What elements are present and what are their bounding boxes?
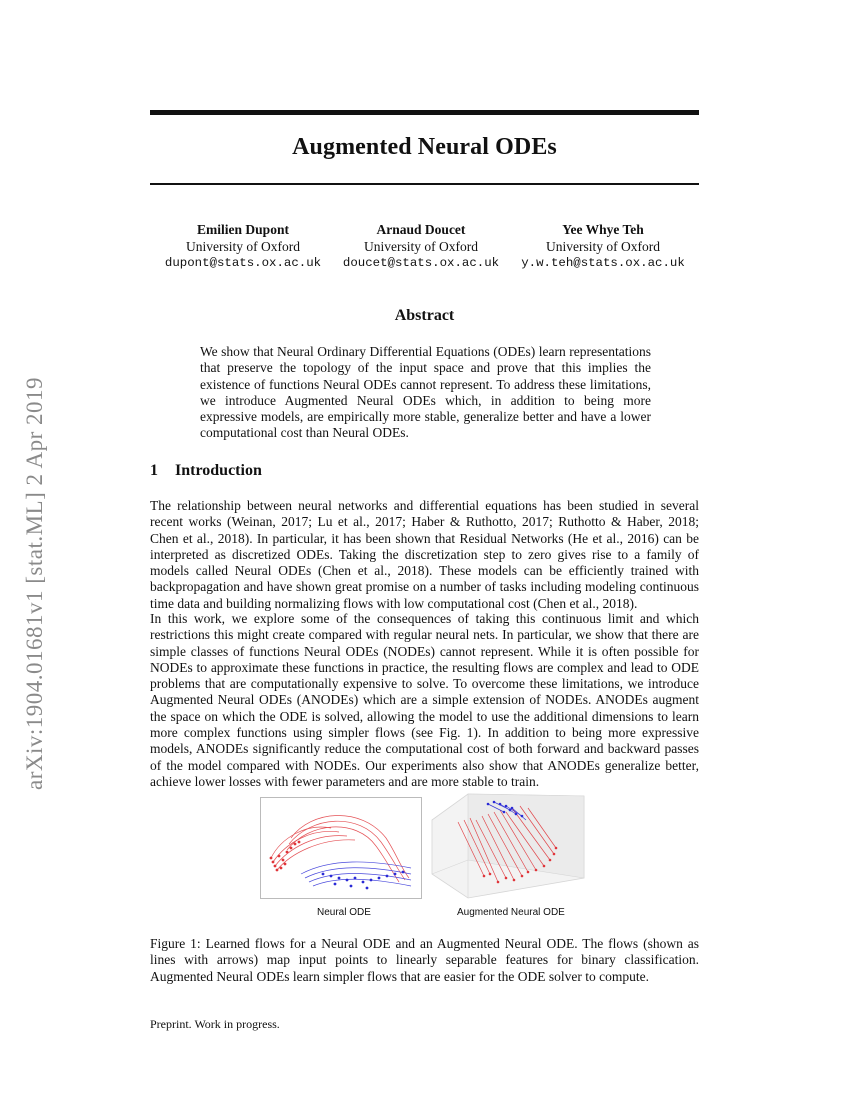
author-name: Yee Whye Teh <box>562 222 644 237</box>
author-affiliation: University of Oxford <box>546 239 660 254</box>
figure-1-caption: Figure 1: Learned flows for a Neural ODE and an Augmented Neural ODE. The flows (shown as lines with arrows) map input points to linearly separable features for binary classification. Augmented Neural ODEs learn simpler flows that are easier for the ODE solver to compute. <box>150 936 699 984</box>
author-name: Arnaud Doucet <box>376 222 466 237</box>
intro-paragraph-2: In this work, we explore some of the consequences of taking this continuous limit and which restrictions this might create compared with regular neural nets. In particular, we show that there are simple classes of functions Neural ODEs (NODEs) cannot represent. While it is often possible for NODEs to approximate these functions in practice, the resulting flows are complex and lead to ODE problems that are computationally expensive to solve. To overcome these limitations, we introduce Augmented Neural ODEs (ANODEs) which are a simple extension of NODEs. ANODEs augment the space on which the ODE is solved, allowing the model to use the additional dimensions to learn more complex functions using simpler flows (see Fig. 1). In addition to being more expressive models, ANODEs significantly reduce the computational cost of both forward and backward passes of the model compared with NODEs. Our experiments also show that ANODEs generalize better, achieve lower losses with fewer parameters and are more stable to train. <box>150 611 699 789</box>
author-email: dupont@stats.ox.ac.uk <box>164 256 322 270</box>
abstract-text: We show that Neural Ordinary Differential Equations (ODEs) learn representations that preserve the topology of the input space and prove that this implies the existence of functions Neural ODEs cannot represent. To address these limitations, we introduce Augmented Neural ODEs which, in addition to being more expressive models, are empirically more stable, generalize better and have a lower computational cost than Neural ODEs. <box>200 344 651 441</box>
augmented-ode-panel <box>428 790 588 902</box>
author-affiliation: University of Oxford <box>186 239 300 254</box>
section-number: 1 <box>150 462 158 479</box>
author-email: doucet@stats.ox.ac.uk <box>342 256 500 270</box>
augmented-ode-flow-plot <box>428 790 588 902</box>
title-bottom-rule <box>150 183 699 185</box>
title-top-rule <box>150 110 699 115</box>
section-title: Introduction <box>175 462 262 479</box>
abstract-heading: Abstract <box>394 307 455 324</box>
neural-ode-label: Neural ODE <box>317 907 371 918</box>
class-b-points <box>322 871 405 890</box>
augmented-ode-label: Augmented Neural ODE <box>457 907 565 918</box>
paper-title: Augmented Neural ODEs <box>292 134 557 160</box>
author-affiliation: University of Oxford <box>364 239 478 254</box>
intro-paragraph-1: The relationship between neural networks and differential equations has been studied in several recent works (Weinan, 2017; Lu et al., 2017; Haber & Ruthotto, 2017; Ruthotto & Haber, 2018; Chen et al., 2018). In particular, it has been shown that Residual Networks (He et al., 2016) can be interpreted as discretized ODEs. Taking the discretization step to zero gives rise to a family of models called Neural ODEs (Chen et al., 2018). These models can be efficiently trained with backpropagation and have shown great promise on a number of tasks including modeling continuous time data and building normalizing flows with low computational cost (Chen et al., 2018). <box>150 498 699 611</box>
author-block-3 <box>513 221 693 272</box>
preprint-footer: Preprint. Work in progress. <box>150 1017 280 1031</box>
author-block-2 <box>331 221 511 272</box>
neural-ode-panel <box>260 797 422 899</box>
author-name: Emilien Dupont <box>197 222 289 237</box>
arxiv-stamp: arXiv:1904.01681v1 [stat.ML] 2 Apr 2019 <box>22 376 47 790</box>
section-heading <box>150 462 262 480</box>
class-a-points <box>270 841 301 872</box>
author-email: y.w.teh@stats.ox.ac.uk <box>521 256 685 270</box>
author-block-1 <box>153 221 333 272</box>
neural-ode-flow-plot <box>261 798 421 898</box>
